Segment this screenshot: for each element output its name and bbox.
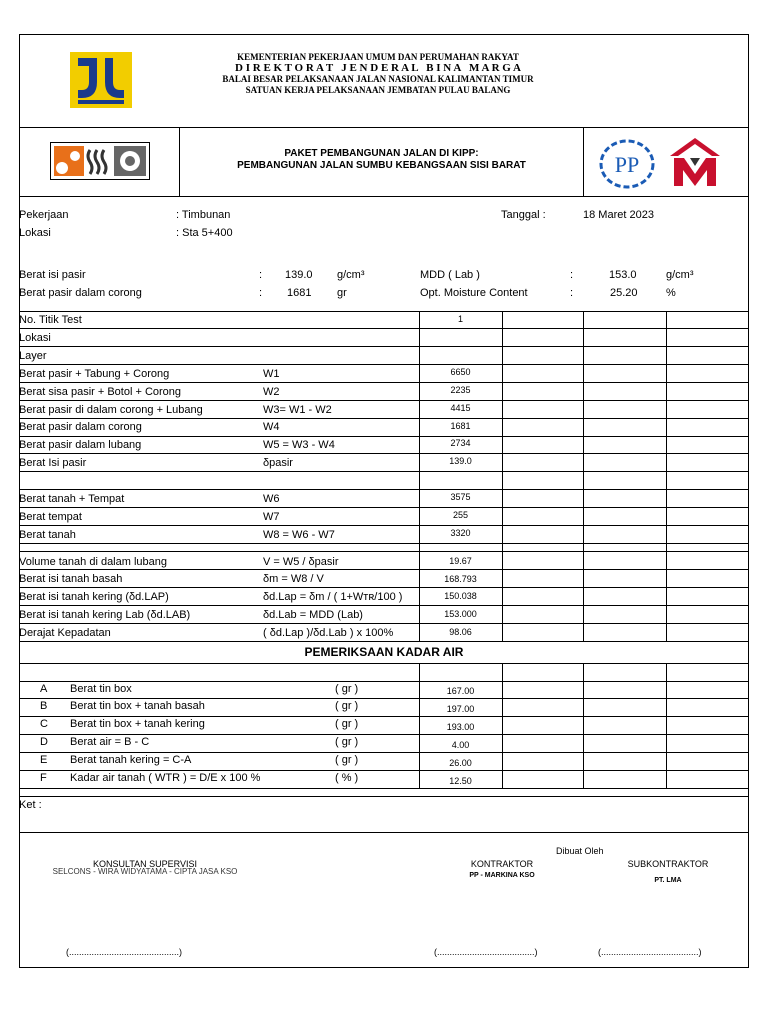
grid-line <box>19 832 749 833</box>
moisture-value: 12.50 <box>449 776 472 786</box>
grid-line <box>19 734 749 735</box>
moisture-code: D <box>40 736 48 748</box>
grid-line <box>19 752 749 753</box>
row-label: Lokasi <box>19 332 51 344</box>
row-formula: W8 = W6 - W7 <box>263 529 335 541</box>
row-formula: W5 = W3 - W4 <box>263 439 335 451</box>
kontraktor-title: KONTRAKTOR <box>470 859 534 869</box>
mdd-label: MDD ( Lab ) <box>420 269 480 281</box>
grid-line <box>19 489 749 490</box>
moisture-code: F <box>40 772 47 784</box>
row-label: Berat isi tanah kering (δd.LAP) <box>19 591 169 603</box>
moisture-value: 26.00 <box>449 758 472 768</box>
row-formula: ( δd.Lap )/δd.Lab ) x 100% <box>263 627 394 639</box>
signature-kontraktor: (.......................................) <box>434 947 538 957</box>
moisture-label: Kadar air tanah ( WTR ) = D/E x 100 % <box>70 772 261 784</box>
row-label: Berat isi tanah kering Lab (δd.LAB) <box>19 609 191 621</box>
isi-pasir-value: 139.0 <box>285 269 313 281</box>
moisture-label: Berat tin box + tanah basah <box>70 700 205 712</box>
grid-line <box>19 400 749 401</box>
omc-value: 25.20 <box>610 287 638 299</box>
divider <box>19 127 749 128</box>
lokasi-label: Lokasi <box>19 227 51 239</box>
corong-colon: : <box>259 287 263 299</box>
row-label: Berat pasir di dalam corong + Lubang <box>19 404 203 416</box>
mdd-value: 153.0 <box>609 269 637 281</box>
row-label: Berat tanah <box>19 529 76 541</box>
moisture-unit: ( gr ) <box>335 754 359 766</box>
moisture-unit: ( gr ) <box>335 683 359 695</box>
row-value: 19.67 <box>449 556 472 566</box>
moisture-label: Berat tin box <box>70 683 132 695</box>
moisture-unit: ( gr ) <box>335 700 359 712</box>
grid-line <box>19 382 749 383</box>
grid-line <box>19 681 749 682</box>
grid-line <box>502 311 503 641</box>
row-formula: W2 <box>263 386 280 398</box>
row-value: 150.038 <box>444 591 477 601</box>
grid-line <box>19 507 749 508</box>
row-label: Berat isi tanah basah <box>19 573 123 585</box>
moisture-title: PEMERIKSAAN KADAR AIR <box>304 645 464 659</box>
row-value: 168.793 <box>444 574 477 584</box>
row-value: 2734 <box>450 438 471 448</box>
row-value: 1681 <box>450 421 471 431</box>
moisture-value: 193.00 <box>446 722 475 732</box>
grid-line <box>19 716 749 717</box>
row-formula: W4 <box>263 421 280 433</box>
row-label: Volume tanah di dalam lubang <box>19 556 167 568</box>
tanggal-value: 18 Maret 2023 <box>583 209 654 221</box>
row-formula: δd.Lap = δm / ( 1+Wᴛʀ/100 ) <box>263 591 403 603</box>
mdd-unit: g/cm³ <box>666 269 694 281</box>
grid-line <box>19 436 749 437</box>
grid-line <box>19 698 749 699</box>
pekerjaan-label: Pekerjaan <box>19 209 69 221</box>
grid-line <box>19 770 749 771</box>
svg-text:PP: PP <box>614 152 640 177</box>
row-formula: δm = W8 / V <box>263 573 324 585</box>
header-balai: BALAI BESAR PELAKSANAAN JALAN NASIONAL KALIMANTAN TIMUR <box>222 74 534 84</box>
row-value: 6650 <box>450 367 471 377</box>
row-label: Berat pasir dalam lubang <box>19 439 142 451</box>
dibuat-oleh: Dibuat Oleh <box>556 846 604 856</box>
row-formula: W6 <box>263 493 280 505</box>
row-label: Berat pasir dalam corong <box>19 421 142 433</box>
grid-line <box>19 663 749 664</box>
row-formula: W1 <box>263 368 280 380</box>
grid-line <box>19 543 749 544</box>
signature-subkontraktor: (.......................................) <box>598 947 702 957</box>
isi-pasir-label: Berat isi pasir <box>19 269 86 281</box>
grid-line <box>19 328 749 329</box>
grid-line <box>19 311 749 312</box>
moisture-value: 167.00 <box>446 686 475 696</box>
row-formula: W3= W1 - W2 <box>263 404 332 416</box>
konsultan-title: KONSULTAN SUPERVISI <box>92 859 198 869</box>
header-directorate: D I R E K T O R A T J E N D E R A L B I N A M A R G A <box>235 62 521 74</box>
row-label: No. Titik Test <box>19 314 82 326</box>
grid-line <box>19 346 749 347</box>
row-value: 4415 <box>450 403 471 413</box>
row-label: Berat sisa pasir + Botol + Corong <box>19 386 182 398</box>
row-formula: W7 <box>263 511 280 523</box>
moisture-label: Berat tanah kering = C-A <box>70 754 192 766</box>
row-label: Derajat Kepadatan <box>19 627 111 639</box>
divider <box>583 127 584 196</box>
mdd-colon: : <box>570 269 574 281</box>
grid-line <box>19 525 749 526</box>
header-ministry: KEMENTERIAN PEKERJAAN UMUM DAN PERUMAHAN RAKYAT <box>237 52 519 62</box>
subkontraktor-title: SUBKONTRAKTOR <box>627 859 709 869</box>
row-value: 3575 <box>450 492 471 502</box>
grid-line <box>19 587 749 588</box>
grid-line <box>19 796 749 797</box>
pp-logo <box>598 138 656 190</box>
grid-line <box>19 551 749 552</box>
pu-logo <box>70 52 132 108</box>
grid-line <box>19 623 749 624</box>
project-title-1: PAKET PEMBANGUNAN JALAN DI KIPP: <box>284 148 479 159</box>
project-title-2: PEMBANGUNAN JALAN SUMBU KEBANGSAAN SISI BARAT <box>237 160 526 171</box>
grid-line <box>583 663 584 788</box>
contractor-logo <box>50 142 150 180</box>
grid-line <box>19 418 749 419</box>
grid-line <box>666 663 667 788</box>
omc-unit: % <box>666 287 676 299</box>
moisture-code: A <box>40 683 48 695</box>
row-value: 3320 <box>450 528 471 538</box>
moisture-unit: ( % ) <box>335 772 359 784</box>
row-value: 1 <box>457 314 463 324</box>
moisture-label: Berat air = B - C <box>70 736 150 748</box>
corong-label: Berat pasir dalam corong <box>19 287 142 299</box>
divider <box>19 196 749 197</box>
row-value: 98.06 <box>449 627 472 637</box>
grid-line <box>19 569 749 570</box>
grid-line <box>502 663 503 788</box>
grid-line <box>19 471 749 472</box>
lokasi-value: : Sta 5+400 <box>176 227 233 239</box>
moisture-code: C <box>40 718 48 730</box>
row-formula: δpasir <box>263 457 293 469</box>
grid-line <box>19 453 749 454</box>
moisture-unit: ( gr ) <box>335 736 359 748</box>
moisture-label: Berat tin box + tanah kering <box>70 718 205 730</box>
omc-colon: : <box>570 287 574 299</box>
row-label: Berat tanah + Tempat <box>19 493 125 505</box>
signature-konsultan: (............................................) <box>66 947 183 957</box>
row-label: Berat pasir + Tabung + Corong <box>19 368 170 380</box>
ket-label: Ket : <box>19 799 42 811</box>
row-value: 2235 <box>450 385 471 395</box>
row-value: 255 <box>452 510 469 520</box>
isi-pasir-colon: : <box>259 269 263 281</box>
moisture-code: B <box>40 700 48 712</box>
kontraktor-sub: PP - MARKINA KSO <box>469 872 535 879</box>
row-label: Layer <box>19 350 47 362</box>
grid-line <box>19 605 749 606</box>
moisture-value: 197.00 <box>446 704 475 714</box>
corong-unit: gr <box>337 287 347 299</box>
moisture-code: E <box>40 754 48 766</box>
grid-line <box>19 641 749 642</box>
isi-pasir-unit: g/cm³ <box>337 269 365 281</box>
pekerjaan-value: : Timbunan <box>176 209 231 221</box>
grid-line <box>19 788 749 789</box>
row-value: 139.0 <box>449 456 472 466</box>
row-formula: δd.Lab = MDD (Lab) <box>263 609 363 621</box>
grid-line <box>583 311 584 641</box>
markina-logo <box>668 136 722 188</box>
moisture-value: 4.00 <box>451 740 470 750</box>
row-formula: V = W5 / δpasir <box>263 556 339 568</box>
konsultan-sub: SELCONS - WIRA WIDYATAMA - CIPTA JASA KSO <box>52 867 238 876</box>
row-label: Berat Isi pasir <box>19 457 87 469</box>
corong-value: 1681 <box>287 287 312 299</box>
grid-line <box>19 364 749 365</box>
header-satker: SATUAN KERJA PELAKSANAAN JEMBATAN PULAU BALANG <box>245 85 511 95</box>
row-value: 153.000 <box>444 609 477 619</box>
subkontraktor-sub: PT. LMA <box>654 877 682 884</box>
tanggal-label: Tanggal : <box>501 209 546 221</box>
moisture-unit: ( gr ) <box>335 718 359 730</box>
grid-line <box>666 311 667 641</box>
omc-label: Opt. Moisture Content <box>420 287 528 299</box>
row-label: Berat tempat <box>19 511 82 523</box>
